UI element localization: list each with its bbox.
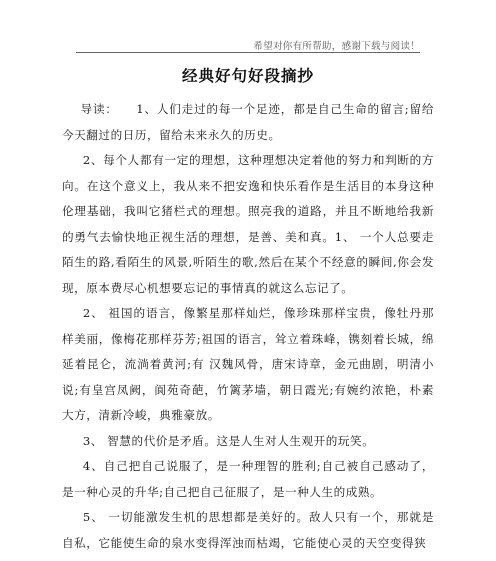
paragraph: 5、 一切能激发生机的思想都是美好的。敌人只有一个，那就是自私，它能使生命的泉水变得浑浊而枯竭，它能使心灵的天空变得狭	[62, 510, 434, 550]
header-divider	[76, 52, 420, 53]
lead-label: 导读：	[80, 102, 118, 116]
paragraph-lead	[62, 97, 434, 148]
document-title: 经典好句好段摘抄	[181, 67, 314, 85]
paragraph: 3、 智慧的代价是矛盾。这是人生对人生观开的玩笑。	[82, 433, 375, 448]
document-body	[62, 97, 434, 556]
header-note: 希望对你有所帮助，感谢下载与阅读！	[253, 41, 420, 52]
paragraph: 2、 祖国的语言，像繁星那样灿烂，像珍珠那样宝贵，像牡丹那样美丽，像梅花那样芬芳;祖国的语言，耸立着珠峰，镌刻着长城，绵延着昆仑，流淌着黄河;有 汉魏风骨，唐宋诗章，金元曲剧，明清小说;有皇宫凤阙，阆苑奇葩，竹篱茅墙，朝日霞光;有婉约浓艳，朴素大方，清新冷峻，典雅豪放。	[62, 306, 434, 422]
paragraph: 4、自己把自己说服了，是一种理智的胜利;自己被自己感动了，是一种心灵的升华;自己把自己征服了，是一种人生的成熟。	[62, 459, 434, 499]
paragraph-text: 1、人们走过的每一个足迹，都是自己生命的留言;留给今天翻过的日历，留给未来永久的历史。	[62, 102, 434, 142]
paragraph: 2、每个人都有一定的理想，这种理想决定着他的努力和判断的方向。在这个意义上，我从来不把安逸和快乐看作是生活目的本身这种伦理基础，我叫它猪栏式的理想。照亮我的道路，并且不断地给我新的勇气去愉快地正视生活的理想，是善、美和真。1、 一个人总要走陌生的路,看陌生的风景,听陌生的歌,然后在某个不经意的瞬间,你会发现，原本费尽心机想要忘记的事情真的就这么忘记了。	[62, 153, 434, 295]
